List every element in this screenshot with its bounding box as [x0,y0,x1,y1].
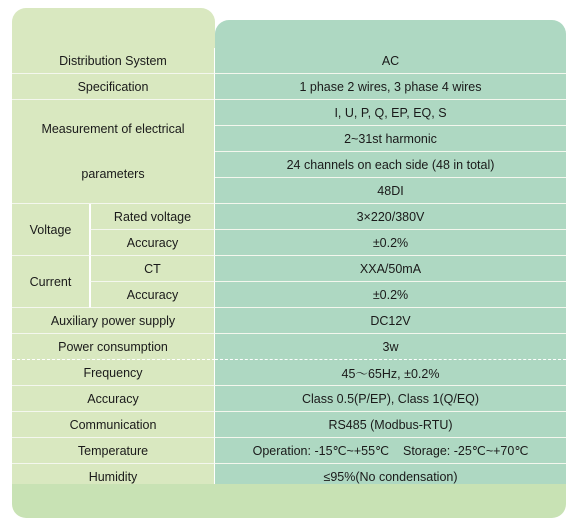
frequency-label: Frequency [12,360,215,386]
spec-sheet [12,8,566,518]
ct-label: CT [90,256,215,282]
frequency-value: 45～65Hz, ±0.2% [215,360,566,386]
measurement-value-1: I, U, P, Q, EP, EQ, S [215,100,566,126]
measurement-label-line1: Measurement of electrical [41,121,185,136]
distribution-label: Distribution System [12,48,215,74]
measurement-value-3: 24 channels on each side (48 in total) [215,152,566,178]
power-consumption-value: 3w [215,334,566,360]
footer-band [12,484,566,518]
power-consumption-label: Power consumption [12,334,215,360]
temperature-label: Temperature [12,438,215,464]
spec-table [12,48,566,484]
humidity-label: Humidity [12,464,215,490]
current-accuracy-label: Accuracy [90,282,215,308]
rated-voltage-value: 3×220/380V [215,204,566,230]
measurement-label-line2: parameters [81,167,145,182]
communication-label: Communication [12,412,215,438]
accuracy-value: Class 0.5(P/EP), Class 1(Q/EQ) [215,386,566,412]
voltage-accuracy-label: Accuracy [90,230,215,256]
current-label: Current [12,256,90,308]
specification-label: Specification [12,74,215,100]
accuracy-label: Accuracy [12,386,215,412]
aux-power-value: DC12V [215,308,566,334]
voltage-label: Voltage [12,204,90,256]
humidity-value: ≤95%(No condensation) [215,464,566,490]
communication-value: RS485 (Modbus-RTU) [215,412,566,438]
measurement-value-2: 2~31st harmonic [215,126,566,152]
header-tab-right [215,20,566,48]
header-tab-left [12,8,215,48]
current-accuracy-value: ±0.2% [215,282,566,308]
measurement-label [12,100,215,204]
distribution-value: AC [215,48,566,74]
measurement-value-4: 48DI [215,178,566,204]
aux-power-label: Auxiliary power supply [12,308,215,334]
rated-voltage-label: Rated voltage [90,204,215,230]
ct-value: XXA/50mA [215,256,566,282]
specification-value: 1 phase 2 wires, 3 phase 4 wires [215,74,566,100]
voltage-accuracy-value: ±0.2% [215,230,566,256]
temperature-value: Operation: -15℃~+55℃ Storage: -25℃~+70℃ [215,438,566,464]
